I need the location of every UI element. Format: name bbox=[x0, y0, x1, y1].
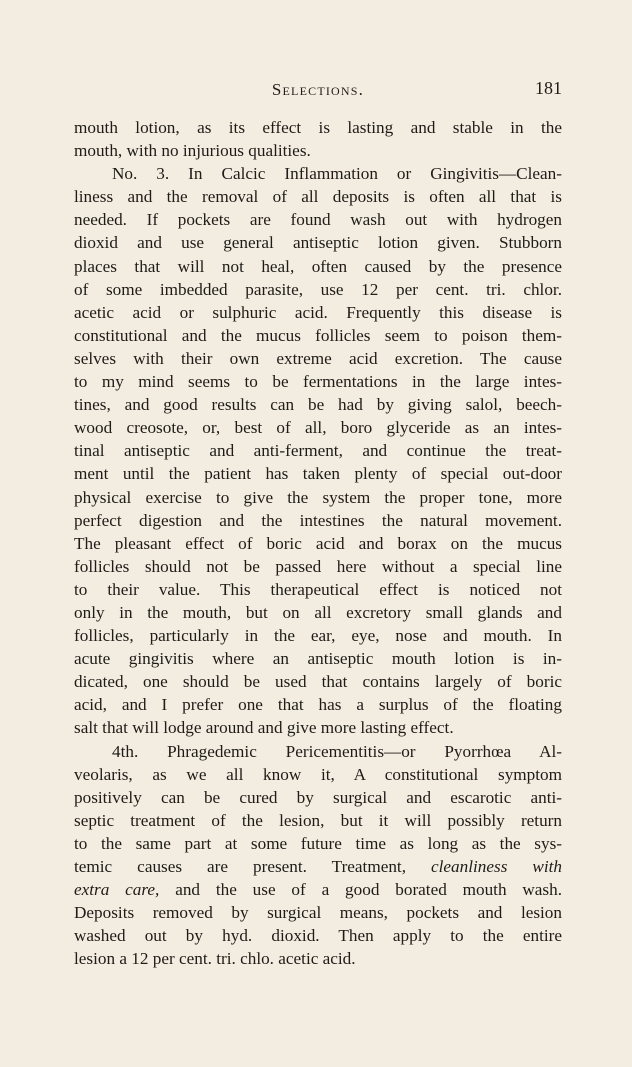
text-line: tines, and good results can be had by giving salol, beech- bbox=[74, 395, 562, 415]
text-line: follicles should not be passed here without a special line bbox=[74, 556, 562, 576]
body-text bbox=[74, 116, 562, 970]
italic-phrase: extra care, bbox=[74, 880, 160, 900]
text-line: to their value. This therapeutical effect is noticed not bbox=[74, 579, 562, 599]
text-line: wood creosote, or, best of all, boro glyceride as an intes- bbox=[74, 418, 562, 438]
text-line: positively can be cured by surgical and escarotic anti- bbox=[74, 787, 562, 807]
text-line: selves with their own extreme acid excretion. The cause bbox=[74, 348, 562, 368]
page-header bbox=[74, 80, 562, 104]
text-line: acid, and I prefer one that has a surplus of the floating bbox=[74, 695, 562, 715]
text-line: mouth lotion, as its effect is lasting and stable in the bbox=[74, 118, 562, 137]
text-line: constitutional and the mucus follicles seem to poison them- bbox=[74, 325, 562, 345]
text-line: follicles, particularly in the ear, eye, nose and mouth. In bbox=[74, 626, 562, 646]
text-line: 4th. Phragedemic Pericementitis—or Pyorrhœa Al- bbox=[112, 741, 562, 761]
text-line: lesion a 12 per cent. tri. chlo. acetic acid. bbox=[74, 949, 356, 969]
text-line-with-italic bbox=[74, 878, 562, 901]
text-fragment: and the use of a good borated mouth wash. bbox=[175, 880, 563, 900]
text-line: No. 3. In Calcic Inflammation or Gingivitis—Clean- bbox=[112, 164, 562, 184]
text-line: acetic acid or sulphuric acid. Frequently this disease is bbox=[74, 302, 562, 322]
text-line: The pleasant effect of boric acid and borax on the mucus bbox=[74, 533, 562, 553]
text-line: acute gingivitis where an antiseptic mouth lotion is in- bbox=[74, 649, 562, 669]
text-line: septic treatment of the lesion, but it will possibly return bbox=[74, 810, 562, 830]
running-title: Selections. bbox=[271, 80, 365, 99]
text-line: of some imbedded parasite, use 12 per cent. tri. chlor. bbox=[74, 279, 562, 299]
text-line: places that will not heal, often caused by the presence bbox=[74, 256, 562, 276]
text-line: ment until the patient has taken plenty of special out-door bbox=[74, 464, 562, 484]
text-line: tinal antiseptic and anti-ferment, and continue the treat- bbox=[74, 441, 562, 461]
text-line: Deposits removed by surgical means, pockets and lesion bbox=[74, 903, 562, 923]
text-line: mouth, with no injurious qualities. bbox=[74, 141, 311, 161]
text-line-with-italic bbox=[74, 855, 562, 878]
text-line: to my mind seems to be fermentations in the large intes- bbox=[74, 372, 562, 392]
text-line: dicated, one should be used that contains largely of boric bbox=[74, 672, 562, 692]
text-line: salt that will lodge around and give more lasting effect. bbox=[74, 718, 454, 738]
page-number: 181 bbox=[535, 78, 562, 98]
text-line: perfect digestion and the intestines the natural movement. bbox=[74, 510, 562, 530]
text-line: physical exercise to give the system the proper tone, more bbox=[74, 487, 562, 507]
text-line: dioxid and use general antiseptic lotion given. Stubborn bbox=[74, 233, 562, 253]
text-line: only in the mouth, but on all excretory small glands and bbox=[74, 602, 562, 622]
text-fragment: temic causes are present. Treatment, bbox=[74, 857, 406, 876]
text-line: needed. If pockets are found wash out with hydrogen bbox=[74, 210, 562, 230]
italic-phrase: cleanliness with bbox=[431, 857, 563, 876]
text-line: washed out by hyd. dioxid. Then apply to the entire bbox=[74, 926, 562, 946]
text-line: veolaris, as we all know it, A constitutional symptom bbox=[74, 764, 562, 784]
text-line: to the same part at some future time as long as the sys- bbox=[74, 833, 562, 853]
text-line: liness and the removal of all deposits is often all that is bbox=[74, 187, 562, 207]
